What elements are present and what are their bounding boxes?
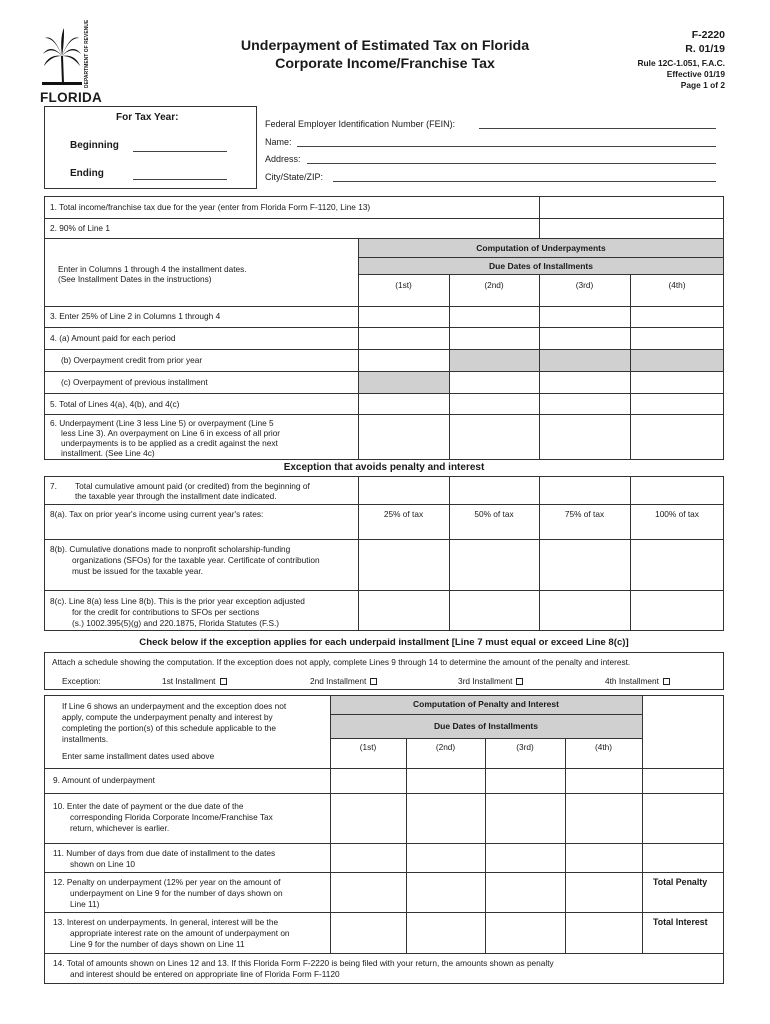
- pct-100: 100% of tax: [655, 509, 699, 519]
- form-number: F-2220: [691, 29, 725, 41]
- checkbox-icon: [370, 678, 377, 685]
- city-field[interactable]: [333, 181, 716, 182]
- exception-1st-label: 1st Installment: [162, 676, 216, 686]
- exception-3rd-label: 3rd Installment: [458, 676, 513, 686]
- exception-2nd-label: 2nd Installment: [310, 676, 367, 686]
- line3-label: 3. Enter 25% of Line 2 in Columns 1 through 4: [50, 311, 221, 321]
- check-heading: Check below if the exception applies for each underpaid installment [Line 7 must equal or exceed Line 8(c)]: [139, 637, 629, 648]
- beginning-label: Beginning: [70, 140, 119, 151]
- line3-1st-cell[interactable]: [359, 307, 448, 326]
- fein-field[interactable]: [479, 128, 716, 129]
- line3-4th-cell[interactable]: [631, 307, 723, 326]
- exception-heading: Exception that avoids penalty and interest: [283, 462, 485, 473]
- line10-label-2: corresponding Florida Corporate Income/Franchise Tax: [70, 812, 273, 822]
- exception-4th-checkbox[interactable]: [605, 676, 670, 686]
- computation-underpayments-header: Computation of Underpayments: [476, 243, 606, 253]
- form-rule: Rule 12C-1.051, F.A.C.: [637, 58, 725, 68]
- line8a-label: 8(a). Tax on prior year's income using current year's rates:: [50, 509, 264, 519]
- line12-total-cell[interactable]: [643, 890, 723, 911]
- line8c-label-3: (s.) 1002.395(5)(g) and 220.1875, Florida Statutes (F.S.): [72, 618, 280, 628]
- line9-label: 9. Amount of underpayment: [53, 775, 155, 785]
- line4b-label: (b) Overpayment credit from prior year: [61, 355, 203, 365]
- form-title-line1: Underpayment of Estimated Tax on Florida: [240, 38, 530, 54]
- due-dates-header: Due Dates of Installments: [489, 261, 593, 271]
- line12-label-1: 12. Penalty on underpayment (12% per year on the amount of: [53, 877, 281, 887]
- pct-75: 75% of tax: [564, 509, 605, 519]
- name-field[interactable]: [297, 146, 716, 147]
- part2-intro-4: installments.: [62, 734, 109, 744]
- checkbox-icon: [516, 678, 523, 685]
- line7-label-2: the taxable year through the installment date indicated.: [75, 491, 277, 501]
- line7-number: 7.: [50, 481, 57, 491]
- col-3rd: (3rd): [575, 280, 594, 290]
- city-label: City/State/ZIP:: [265, 172, 324, 182]
- form-title-line2: Corporate Income/Franchise Tax: [275, 56, 495, 72]
- checkbox-icon: [663, 678, 670, 685]
- line13-label-3: Line 9 for the number of days shown on Line 11: [70, 939, 245, 949]
- line6-label-1: 6. Underpayment (Line 3 less Line 5) or overpayment (Line 5: [50, 418, 274, 428]
- beginning-date-field[interactable]: [133, 151, 227, 152]
- logo-florida-text: FLORIDA: [40, 90, 103, 105]
- part2-intro-1: If Line 6 shows an underpayment and the exception does not: [62, 701, 287, 711]
- line8b-label-3: must be issued for the taxable year.: [72, 566, 203, 576]
- line11-label-1: 11. Number of days from due date of installment to the dates: [53, 848, 276, 858]
- exception-3rd-checkbox[interactable]: [458, 676, 523, 686]
- p2-col-1st: (1st): [359, 742, 377, 752]
- line7-label-1: Total cumulative amount paid (or credited) from the beginning of: [75, 481, 310, 491]
- exception-label: Exception:: [62, 676, 101, 686]
- penalty-computation-header: Computation of Penalty and Interest: [413, 699, 559, 709]
- line6-label-4: installment. (See Line 4c): [61, 448, 155, 458]
- line8b-label-2: organizations (SFOs) for the taxable year. Certificate of contribution: [72, 555, 320, 565]
- line13-label-2: appropriate interest rate on the amount of underpayment on: [70, 928, 290, 938]
- exception-1st-checkbox[interactable]: [162, 676, 227, 686]
- form-page: Page 1 of 2: [680, 80, 725, 90]
- line6-label-2: less Line 3). An overpayment on Line 6 in excess of all prior: [61, 428, 281, 438]
- p2-col-2nd: (2nd): [435, 742, 456, 752]
- address-field[interactable]: [307, 163, 716, 164]
- line14-total-cell[interactable]: [643, 954, 723, 983]
- penalty-due-dates-header: Due Dates of Installments: [434, 721, 538, 731]
- checkbox-icon: [220, 678, 227, 685]
- line9-1st-cell[interactable]: [331, 769, 405, 792]
- line11-label-2: shown on Line 10: [70, 859, 136, 869]
- exception-4th-label: 4th Installment: [605, 676, 659, 686]
- installment-instruction-2: (See Installment Dates in the instructions): [58, 274, 212, 284]
- line14-label-1: 14. Total of amounts shown on Lines 12 and 13. If this Florida Form F-2220 is being filed with your return, the amounts shown as penalty: [53, 958, 554, 968]
- line14-label-2: and interest should be entered on appropriate line of Florida Form F-1120: [70, 969, 340, 979]
- line2-amount-field[interactable]: [540, 219, 723, 237]
- pct-50: 50% of tax: [474, 509, 514, 519]
- line4a-label: 4. (a) Amount paid for each period: [50, 333, 176, 343]
- line12-label-3: Line 11): [70, 899, 100, 909]
- line10-label-3: return, whichever is earlier.: [70, 823, 170, 833]
- part2-intro-5: Enter same installment dates used above: [62, 751, 215, 761]
- line13-total-cell[interactable]: [643, 930, 723, 952]
- line1-amount-field[interactable]: [540, 197, 723, 217]
- ending-date-field[interactable]: [133, 179, 227, 180]
- part2-intro-2: apply, compute the underpayment penalty and interest by: [62, 712, 273, 722]
- line3-3rd-cell[interactable]: [540, 307, 629, 326]
- line8b-label-1: 8(b). Cumulative donations made to nonprofit scholarship-funding: [50, 544, 291, 554]
- dor-logo: [40, 19, 103, 106]
- address-label: Address:: [265, 154, 301, 164]
- pct-25: 25% of tax: [383, 509, 424, 519]
- col-1st: (1st): [395, 280, 412, 290]
- col-4th: (4th): [668, 280, 686, 290]
- installment-instruction-1: Enter in Columns 1 through 4 the installment dates.: [58, 264, 247, 274]
- form-revision: R. 01/19: [685, 43, 725, 55]
- line13-label-1: 13. Interest on underpayments. In general, interest will be the: [53, 917, 279, 927]
- attach-text: Attach a schedule showing the computation. If the exception does not apply, complete Lines 9 through 14 to determine the amount of the penalty and interest.: [52, 657, 631, 667]
- ending-label: Ending: [70, 168, 104, 179]
- tax-year-label: For Tax Year:: [116, 112, 179, 123]
- line12-label-2: underpayment on Line 9 for the number of days shown on: [70, 888, 283, 898]
- total-interest-label: Total Interest: [653, 917, 708, 927]
- total-penalty-label: Total Penalty: [653, 877, 708, 887]
- line5-label: 5. Total of Lines 4(a), 4(b), and 4(c): [50, 399, 180, 409]
- name-label: Name:: [265, 137, 292, 147]
- p2-col-3rd: (3rd): [516, 742, 534, 752]
- palm-tree-icon: [42, 26, 82, 86]
- line1-label: 1. Total income/franchise tax due for the year (enter from Florida Form F-1120, Line 13): [50, 202, 371, 212]
- line8c-label-1: 8(c). Line 8(a) less Line 8(b). This is the prior year exception adjusted: [50, 596, 305, 606]
- exception-2nd-checkbox[interactable]: [310, 676, 377, 686]
- part2-intro-3: completing the portion(s) of this schedule applicable to the: [62, 723, 277, 733]
- form-effective: Effective 01/19: [666, 69, 725, 79]
- line6-label-3: underpayments is to be applied as a credit against the next: [61, 438, 278, 448]
- p2-col-4th: (4th): [594, 742, 613, 752]
- line10-label-1: 10. Enter the date of payment or the due date of the: [53, 801, 244, 811]
- fein-label: Federal Employer Identification Number (FEIN):: [265, 119, 456, 129]
- logo-vertical-text: DEPARTMENT OF REVENUE: [84, 19, 90, 88]
- col-2nd: (2nd): [484, 280, 504, 290]
- line8c-label-2: for the credit for contributions to SFOs per sections: [72, 607, 260, 617]
- line2-label: 2. 90% of Line 1: [50, 223, 110, 233]
- line3-2nd-cell[interactable]: [450, 307, 538, 326]
- line4c-label: (c) Overpayment of previous installment: [61, 377, 208, 387]
